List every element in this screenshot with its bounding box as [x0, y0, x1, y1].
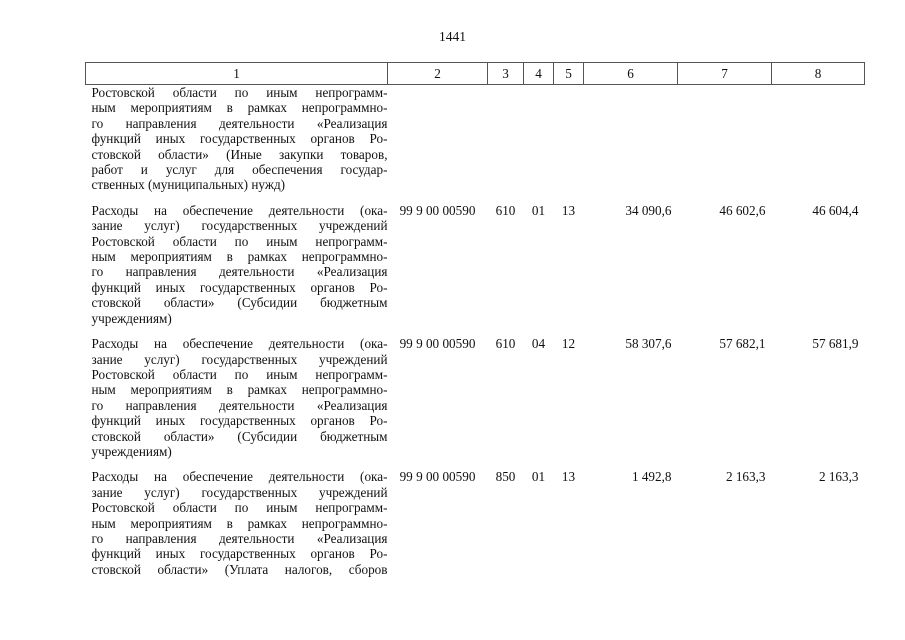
description-line: Ростовской области по иным непрограмм- — [91, 366, 388, 382]
row-amount-year1: 34 090,6 — [625, 202, 672, 218]
description-line: функций иных государственных органов Ро- — [91, 413, 388, 429]
row-section — [524, 85, 554, 193]
table-row — [86, 336, 865, 459]
description-line: учреждениям) — [91, 443, 172, 459]
row-subsection: 13 — [561, 469, 576, 485]
row-gap — [86, 326, 865, 336]
description-line: зание услуг) государственных учреждений — [91, 484, 388, 500]
header-col-1: 1 — [86, 63, 388, 85]
header-col-2: 2 — [388, 63, 488, 85]
row-amount-year1: 1 492,8 — [631, 469, 672, 485]
row-expense-type: 610 — [495, 336, 516, 352]
row-amount-year3 — [772, 85, 865, 193]
header-row — [86, 63, 865, 85]
row-amount-year3: 57 681,9 — [812, 336, 859, 352]
row-amount-year2: 2 163,3 — [725, 469, 766, 485]
row-target-code: 99 9 00 00590 — [399, 336, 476, 352]
header-col-8: 8 — [772, 63, 865, 85]
description-line: функций иных государственных органов Ро- — [91, 131, 388, 147]
row-target-code — [388, 85, 488, 193]
description-line: функций иных государственных органов Ро- — [91, 279, 388, 295]
header-col-3: 3 — [488, 63, 524, 85]
description-line: зание услуг) государственных учреждений — [91, 218, 388, 234]
budget-table — [85, 62, 865, 577]
row-expense-type — [488, 85, 524, 193]
page-number: 1441 — [439, 29, 466, 44]
description-line: го направления деятельности «Реализация — [91, 115, 388, 131]
description-line: ным мероприятиям в рамках непрограммно- — [91, 100, 388, 116]
row-amount-year2: 57 682,1 — [719, 336, 766, 352]
description-line: Ростовской области по иным непрограмм- — [91, 500, 388, 516]
row-description — [86, 203, 388, 326]
description-line: зание услуг) государственных учреждений — [91, 351, 388, 367]
header-col-6: 6 — [584, 63, 678, 85]
row-expense-type: 850 — [495, 469, 516, 485]
description-line: стовской области» (Уплата налогов, сборов — [91, 561, 388, 577]
row-target-code: 99 9 00 00590 — [399, 202, 476, 218]
row-target-code: 99 9 00 00590 — [399, 469, 476, 485]
description-line: ным мероприятиям в рамках непрограммно- — [91, 382, 388, 398]
description-line: Ростовской области по иным непрограмм- — [91, 85, 388, 100]
row-amount-year1: 58 307,6 — [625, 336, 672, 352]
description-line: Ростовской области по иным непрограмм- — [91, 233, 388, 249]
description-line: го направления деятельности «Реализация — [91, 397, 388, 413]
description-line: стовской области» (Иные закупки товаров, — [91, 146, 388, 162]
row-subsection — [554, 85, 584, 193]
row-amount-year1 — [584, 85, 678, 193]
row-expense-type: 610 — [495, 202, 516, 218]
row-amount-year2: 46 602,6 — [719, 202, 766, 218]
description-line: Расходы на обеспечение деятельности (ока- — [91, 202, 388, 218]
description-line: работ и услуг для обеспечения государ- — [91, 162, 388, 178]
row-gap — [86, 193, 865, 203]
table-row — [86, 203, 865, 326]
row-gap — [86, 459, 865, 469]
table-row — [86, 469, 865, 577]
description-line: стовской области» (Субсидии бюджетным — [91, 295, 388, 311]
description-line: функций иных государственных органов Ро- — [91, 546, 388, 562]
header-col-5: 5 — [554, 63, 584, 85]
row-section: 01 — [531, 469, 546, 485]
row-section: 04 — [531, 336, 546, 352]
row-description — [86, 336, 388, 459]
row-amount-year3: 46 604,4 — [812, 202, 859, 218]
table-row — [86, 85, 865, 193]
description-line: го направления деятельности «Реализация — [91, 530, 388, 546]
description-line: Расходы на обеспечение деятельности (ока- — [91, 469, 388, 485]
row-description — [86, 85, 388, 193]
description-line: ным мероприятиям в рамках непрограммно- — [91, 249, 388, 265]
row-subsection: 12 — [561, 336, 576, 352]
description-line: Расходы на обеспечение деятельности (ока- — [91, 336, 388, 352]
row-amount-year2 — [678, 85, 772, 193]
row-description — [86, 469, 388, 577]
description-line: ственных (муниципальных) нужд) — [91, 177, 286, 193]
description-line: ным мероприятиям в рамках непрограммно- — [91, 515, 388, 531]
description-line: го направления деятельности «Реализация — [91, 264, 388, 280]
row-section: 01 — [531, 202, 546, 218]
header-col-4: 4 — [524, 63, 554, 85]
description-line: стовской области» (Субсидии бюджетным — [91, 428, 388, 444]
row-subsection: 13 — [561, 202, 576, 218]
row-amount-year3: 2 163,3 — [818, 469, 859, 485]
header-col-7: 7 — [678, 63, 772, 85]
description-line: учреждениям) — [91, 310, 172, 326]
